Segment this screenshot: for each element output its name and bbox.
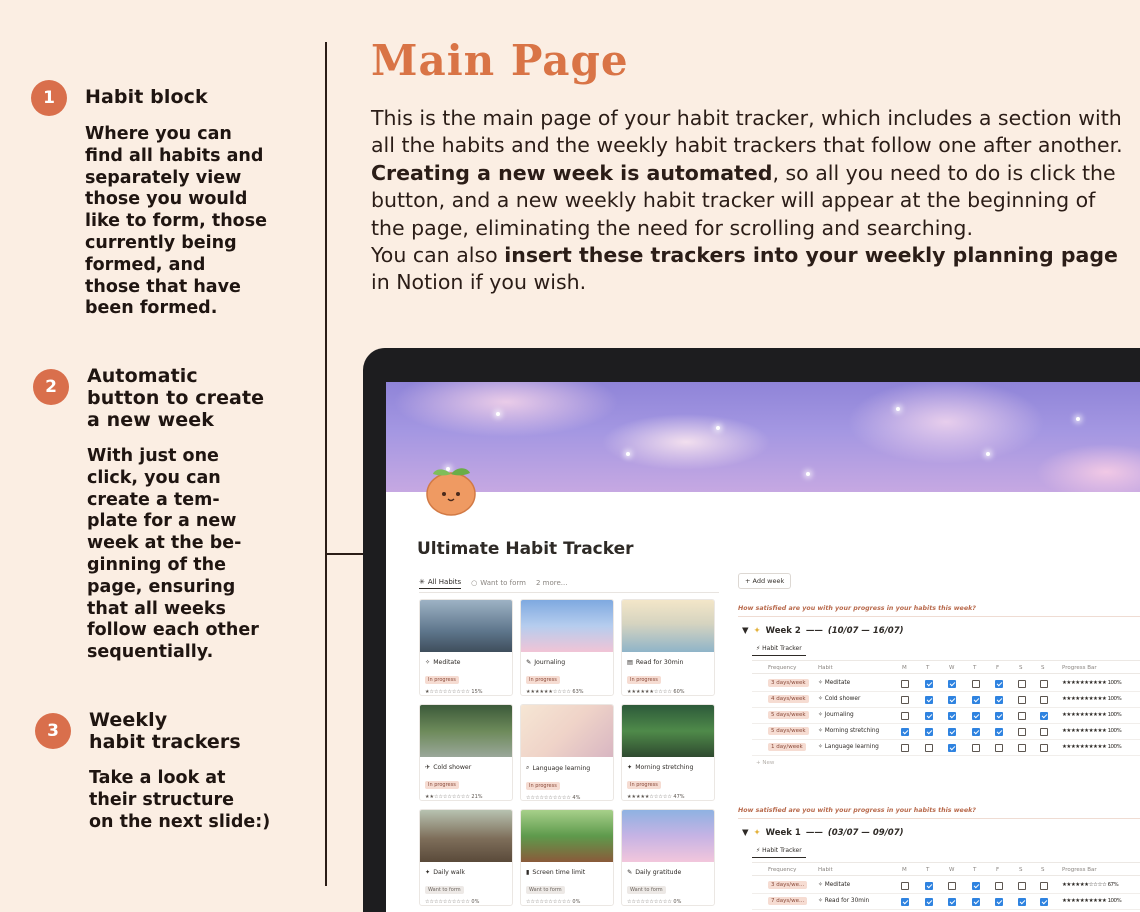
habit-name: ✧ Language learning — [818, 744, 879, 750]
habit-card[interactable]: ✎ Journaling In progress ★★★★★★☆☆☆☆ 63% — [520, 599, 614, 696]
day-checkbox[interactable] — [1040, 680, 1048, 688]
tab-want-to-form[interactable]: ○ Want to form — [471, 579, 526, 587]
frequency-tag: 4 days/week — [768, 695, 809, 703]
table-row[interactable] — [752, 708, 1140, 724]
habit-card[interactable]: ✦ Daily walk Want to form ☆☆☆☆☆☆☆☆☆☆ 0% — [419, 809, 513, 906]
book-icon: ▤ — [627, 659, 633, 666]
habit-name: ✧ Cold shower — [818, 696, 861, 702]
day-checkbox[interactable] — [925, 712, 933, 720]
habit-card[interactable]: ✎ Daily gratitude Want to form ☆☆☆☆☆☆☆☆☆☆ 0% — [621, 809, 715, 906]
sparkle-icon: ✧ — [818, 680, 823, 686]
sparkle-icon: ✧ — [818, 882, 823, 888]
tabs-divider — [419, 592, 719, 593]
toggle-arrow-icon: ▼ — [742, 626, 749, 636]
day-checkbox[interactable] — [995, 680, 1003, 688]
asterisk-icon: ✳ — [419, 577, 425, 586]
day-checkbox[interactable] — [1018, 744, 1026, 752]
phone-icon: ▮ — [526, 869, 530, 876]
day-checkbox[interactable] — [1040, 696, 1048, 704]
add-week-button[interactable]: + Add week — [738, 573, 791, 589]
circle-icon: ○ — [471, 579, 478, 587]
sparkle-icon: ✧ — [425, 659, 431, 666]
table-row[interactable] — [752, 894, 1140, 910]
day-checkbox[interactable] — [972, 898, 980, 906]
table-row[interactable] — [752, 692, 1140, 708]
day-checkbox[interactable] — [995, 712, 1003, 720]
day-checkbox[interactable] — [901, 882, 909, 890]
new-row-button[interactable]: + New — [756, 760, 775, 766]
card-image — [521, 705, 613, 757]
status-badge: In progress — [526, 676, 560, 684]
table-row[interactable] — [752, 740, 1140, 756]
day-checkbox[interactable] — [972, 712, 980, 720]
week-toggle[interactable]: ▼ ✦ Week 2 —— (10/07 — 16/07) — [742, 626, 904, 636]
habit-card[interactable]: ✧ Meditate In progress ★☆☆☆☆☆☆☆☆☆ 15% — [419, 599, 513, 696]
frequency-tag: 5 days/week — [768, 727, 809, 735]
sparkle-icon: ✧ — [818, 744, 823, 750]
day-checkbox[interactable] — [948, 744, 956, 752]
day-checkbox[interactable] — [901, 712, 909, 720]
day-checkbox[interactable] — [995, 898, 1003, 906]
frequency-tag: 3 days/we... — [768, 881, 807, 889]
habit-name: ✧ Journaling — [818, 712, 854, 718]
progress-bar: ★★★★★★☆☆☆☆ 63% — [526, 689, 584, 695]
step-number-badge: 3 — [35, 713, 71, 749]
habit-name: ✧ Read for 30min — [818, 898, 870, 904]
sparkle-icon: ✦ — [753, 828, 761, 838]
satisfaction-question: How satisfied are you with your progress in your habits this week? — [738, 807, 976, 814]
progress-bar: ★★★★★☆☆☆☆☆ 47% — [627, 794, 685, 800]
pencil-icon: ✎ — [627, 869, 633, 876]
progress-bar: ★☆☆☆☆☆☆☆☆☆ 15% — [425, 689, 483, 695]
tab-habit-tracker[interactable]: ⚡ Habit Tracker — [752, 645, 806, 656]
day-checkbox[interactable] — [995, 696, 1003, 704]
frequency-tag: 7 days/we... — [768, 897, 807, 905]
day-checkbox[interactable] — [1018, 712, 1026, 720]
feature-title: Weekly habit trackers — [89, 709, 241, 753]
day-checkbox[interactable] — [948, 696, 956, 704]
day-checkbox[interactable] — [972, 728, 980, 736]
day-checkbox[interactable] — [972, 744, 980, 752]
notion-screen — [386, 382, 1140, 912]
card-image — [622, 705, 714, 757]
table-header: Frequency Habit M T W T F S S Progress Bar — [752, 862, 1140, 876]
day-checkbox[interactable] — [1040, 898, 1048, 906]
day-checkbox[interactable] — [901, 696, 909, 704]
progress-bar: ★★★★★★★★★★ 100% — [1062, 712, 1122, 718]
day-checkbox[interactable] — [1018, 898, 1026, 906]
status-badge: Want to form — [526, 886, 565, 894]
feature-description: With just one click, you can create a tem- plate for a new week at the be- ginning of the page, ensuring that all weeks follow each other sequentially. — [87, 446, 259, 663]
question-divider — [738, 616, 1140, 617]
stretch-icon: ✦ — [627, 764, 633, 771]
day-checkbox[interactable] — [948, 728, 956, 736]
day-checkbox[interactable] — [972, 680, 980, 688]
toggle-arrow-icon: ▼ — [742, 828, 749, 838]
status-badge: In progress — [627, 781, 661, 789]
sparkle-icon: ✧ — [818, 696, 823, 702]
day-checkbox[interactable] — [925, 728, 933, 736]
card-image — [622, 810, 714, 862]
step-number-badge: 1 — [31, 80, 67, 116]
day-checkbox[interactable] — [1040, 728, 1048, 736]
table-row[interactable] — [752, 676, 1140, 692]
sparkle-icon: ✧ — [818, 728, 823, 734]
day-checkbox[interactable] — [1018, 882, 1026, 890]
progress-bar: ★★★★★★★★★★ 100% — [1062, 696, 1122, 702]
status-badge: In progress — [627, 676, 661, 684]
day-checkbox[interactable] — [925, 744, 933, 752]
status-badge: Want to form — [627, 886, 666, 894]
card-image — [420, 705, 512, 757]
frequency-tag: 3 days/week — [768, 679, 809, 687]
day-checkbox[interactable] — [995, 728, 1003, 736]
progress-bar: ★★★★★★☆☆☆☆ 67% — [1062, 882, 1119, 888]
cover-image — [386, 382, 1140, 492]
feature-description: Where you can find all habits and separately view those you would like to form, those currently being formed, and those that have been formed. — [85, 124, 267, 319]
sparkle-icon: ⚡ — [756, 847, 761, 854]
day-checkbox[interactable] — [925, 898, 933, 906]
habit-name: ✧ Morning stretching — [818, 728, 880, 734]
card-image — [420, 810, 512, 862]
day-checkbox[interactable] — [1040, 744, 1048, 752]
day-checkbox[interactable] — [901, 680, 909, 688]
feature-title: Habit block — [85, 86, 208, 108]
day-checkbox[interactable] — [972, 696, 980, 704]
gallery-tabs — [419, 575, 567, 591]
translate-icon: ⌕ — [526, 764, 530, 771]
day-checkbox[interactable] — [925, 696, 933, 704]
progress-bar: ★★★★★★★★★★ 100% — [1062, 744, 1122, 750]
divider-vertical — [325, 42, 327, 886]
day-checkbox[interactable] — [1018, 680, 1026, 688]
notion-page-title: Ultimate Habit Tracker — [417, 539, 634, 559]
habit-card[interactable]: ▮ Screen time limit Want to form ☆☆☆☆☆☆☆☆☆☆ 0% — [520, 809, 614, 906]
frequency-tag: 1 day/week — [768, 743, 806, 751]
day-checkbox[interactable] — [901, 898, 909, 906]
sparkle-icon: ✦ — [753, 626, 761, 636]
day-checkbox[interactable] — [995, 744, 1003, 752]
intro-paragraph: This is the main page of your habit tracker, which includes a section with all the habits and the weekly habit trackers that follow one after another. Creating a new week is automated, so all you need to do is click the button, and a new weekly habit tracker will appear at the beginning of the page, eliminating the need for scrolling and searching. You can also insert these trackers into your weekly planning page in Notion if you wish. — [371, 106, 1123, 295]
peach-icon — [424, 462, 478, 516]
tab-all-habits[interactable]: ✳ All Habits — [419, 578, 461, 589]
card-image — [521, 600, 613, 652]
progress-bar: ☆☆☆☆☆☆☆☆☆☆ 0% — [627, 899, 682, 905]
card-image — [420, 600, 512, 652]
habit-card[interactable]: ⌕ Language learning In progress ☆☆☆☆☆☆☆☆☆☆ 4% — [520, 704, 614, 801]
progress-bar: ☆☆☆☆☆☆☆☆☆☆ 4% — [526, 795, 581, 801]
day-checkbox[interactable] — [901, 728, 909, 736]
progress-bar: ★★★★★★★★★★ 100% — [1062, 680, 1122, 686]
day-checkbox[interactable] — [925, 680, 933, 688]
step-number-badge: 2 — [33, 369, 69, 405]
week-toggle[interactable]: ▼ ✦ Week 1 —— (03/07 — 09/07) — [742, 828, 904, 838]
progress-bar: ★★☆☆☆☆☆☆☆☆ 21% — [425, 794, 483, 800]
satisfaction-question: How satisfied are you with your progress in your habits this week? — [738, 605, 976, 612]
day-checkbox[interactable] — [948, 898, 956, 906]
sparkle-icon: ✧ — [818, 712, 823, 718]
progress-bar: ★★★★★★☆☆☆☆ 60% — [627, 689, 685, 695]
sparkle-icon: ✧ — [818, 898, 823, 904]
shower-icon: ✈ — [425, 764, 431, 771]
habit-name: ✧ Meditate — [818, 882, 851, 888]
habit-name: ✧ Meditate — [818, 680, 851, 686]
day-checkbox[interactable] — [1040, 882, 1048, 890]
day-checkbox[interactable] — [972, 882, 980, 890]
day-checkbox[interactable] — [1018, 728, 1026, 736]
feature-title: Automatic button to create a new week — [87, 365, 265, 431]
table-header: Frequency Habit M T W T F S S Progress Bar — [752, 660, 1140, 674]
table-row[interactable] — [752, 878, 1140, 894]
sparkle-icon: ⚡ — [756, 645, 761, 652]
day-checkbox[interactable] — [1018, 696, 1026, 704]
status-badge: Want to form — [425, 886, 464, 894]
status-badge: In progress — [425, 676, 459, 684]
progress-bar: ☆☆☆☆☆☆☆☆☆☆ 0% — [526, 899, 581, 905]
question-divider — [738, 818, 1140, 819]
progress-bar: ★★★★★★★★★★ 100% — [1062, 898, 1122, 904]
tab-more[interactable]: 2 more... — [535, 579, 568, 587]
walk-icon: ✦ — [425, 869, 431, 876]
status-badge: In progress — [425, 781, 459, 789]
tab-habit-tracker[interactable]: ⚡ Habit Tracker — [752, 847, 806, 858]
day-checkbox[interactable] — [925, 882, 933, 890]
progress-bar: ★★★★★★★★★★ 100% — [1062, 728, 1122, 734]
day-checkbox[interactable] — [948, 680, 956, 688]
table-row[interactable] — [752, 724, 1140, 740]
page-heading: Main Page — [371, 36, 629, 85]
status-badge: In progress — [526, 782, 560, 790]
frequency-tag: 5 days/week — [768, 711, 809, 719]
day-checkbox[interactable] — [1040, 712, 1048, 720]
day-checkbox[interactable] — [995, 882, 1003, 890]
progress-bar: ☆☆☆☆☆☆☆☆☆☆ 0% — [425, 899, 480, 905]
feature-description: Take a look at their structure on the next slide:) — [89, 768, 271, 832]
day-checkbox[interactable] — [948, 712, 956, 720]
day-checkbox[interactable] — [948, 882, 956, 890]
habit-card[interactable]: ✦ Morning stretching In progress ★★★★★☆☆☆☆☆ 47% — [621, 704, 715, 801]
card-image — [622, 600, 714, 652]
pencil-icon: ✎ — [526, 659, 532, 666]
day-checkbox[interactable] — [901, 744, 909, 752]
card-image — [521, 810, 613, 862]
habit-card[interactable]: ▤ Read for 30min In progress ★★★★★★☆☆☆☆ 60% — [621, 599, 715, 696]
habit-card[interactable]: ✈ Cold shower In progress ★★☆☆☆☆☆☆☆☆ 21% — [419, 704, 513, 801]
